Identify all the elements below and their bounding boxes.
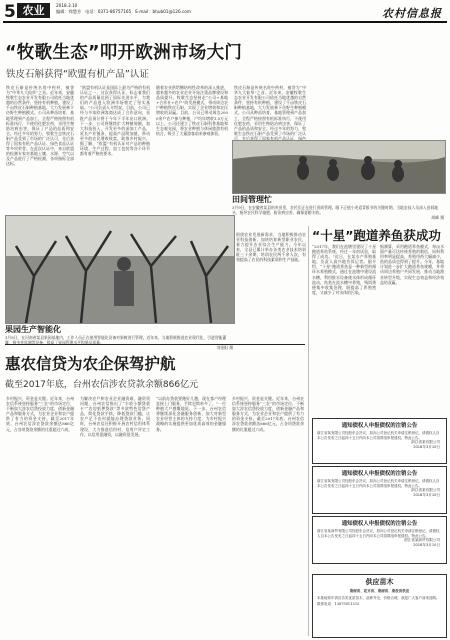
field-photo-image — [233, 141, 445, 193]
field-photo-credit: 胡峰 摄 — [431, 215, 444, 220]
supply-ad — [312, 574, 447, 638]
notice-2-title: 通知债权人申报债权的注销公告 — [341, 471, 418, 477]
lead-column-4: 铁皮石斛是传统名贵中药材，被誉为“中华九大仙草”之首。近年来，安徽牧歌生态农业开发有限公司依托当地优越的自然条件，坚持有机种植，建设了千亩铁皮石斛种植基地，大力发展林下仿野生种植模式。公司从种苗培育、基地管理到产品加工，全程严格按照有机标准执行，不使用化肥农药，采用生物防治病虫害，保证了产品的品质和安全。经过多年的努力，牧歌生态铁皮石斛产品受到了市场的广泛认可，先后获得了国家有机产品认证、绿色 — [234, 85, 306, 141]
finance-column-2: 为解决农户和农业企业融资难、融资贵问题，台州农信推出了“丰收小额贷款卡”“农房抵押贷款”等多款特色信贷产品，简化贷款手续，降低贷款门槛，让农户足不出村就能办理贷款业务。同时，台州农信还积极开展农村信用体系建设，大力推进信用村、信用户评定工作，以信用促融资，以融资促发展。 — [80, 396, 150, 437]
page-number: 5 — [4, 2, 16, 22]
section-label: 农业 — [22, 4, 45, 17]
field-photo-caption — [232, 194, 444, 220]
notice-3-date: 2018年3月10日 — [413, 543, 440, 548]
section-badge — [17, 3, 50, 18]
notice-2-date: 2018年3月10日 — [413, 493, 440, 498]
mid-column: 围绕农业发展新需求，当地积极推动农业科技创新，加快培育新型职业农民，着力提升农业综合生产能力。今年以来，全县已累计举办各类农业技术培训班三十余期，培训农民两千余人次，有效提高了农民的科技素质和生产技能。 — [236, 232, 306, 263]
special-column-2: 据测算，采用跑道养鱼模式，每亩水面产量可达传统养殖的数倍，饲料利用率明显提高，养殖用药大幅减少，鱼的品质也得到了提升。今年，基地计划进一步扩大跑道养鱼规模，并带动周边养殖户共同发展，推动当地渔业转型升级，实现生态效益和经济效益的双赢。 — [380, 244, 444, 285]
notice-3-sign: 浙江省某商贸有限公司 — [404, 538, 440, 543]
special-headline: “十星”跑道养鱼获成功 — [312, 228, 441, 243]
finance-column-4: 乡村振兴，资金是关键。近年来，台州农信系统坚持服务“三农”的市场定位，不断加大涉农信贷投放力度，创新金融产品和服务方式，为农业企业和农户提供了有力的资金支持。截至2017年底，台州农信涉农贷款余额达866亿元，占各项贷款余额的比重超过六成。 — [232, 396, 304, 432]
finance-column-3: “以前办贷款要跑好几趟，现在客户经理直接上门服务，手续也简单多了。”一位种植大户感慨地说。下一步，台州农信将继续深化金融服务创新，加大对新型农业经营主体的支持力度，为乡村振兴战略的实施提供更加优质高效的金融服务。 — [156, 396, 226, 432]
lead-subhead: 铁皮石斛获得“欧盟有机产品”认证 — [6, 69, 149, 80]
notice-3-title: 通知债权人申报债权的注销公告 — [341, 521, 418, 527]
orchard-photo-body: 3月8日，在河南省某县果园基地内，工作人员正在使用智能化设备对果树进行管理。近年来，当地积极推进农业现代化，引进智能灌溉、病虫害监测等设备，提高了果园管理水平和果品质量。 — [5, 335, 227, 345]
orchard-photo-credit: 刘金阳 摄 — [216, 345, 233, 350]
supply-tags: 桑树苗、花卉苗、桑树苗、桑枝苗供应 — [349, 589, 410, 593]
supply-title: 供应苗木 — [365, 578, 394, 586]
notice-1-title: 通知债权人申报债权的注销公告 — [341, 423, 418, 429]
notice-box-2 — [312, 466, 447, 514]
orchard-photo-image — [6, 216, 234, 323]
supply-body: 本基地常年供应各类优质苗木，品种齐全，价格合理，欢迎广大客户前来选购。 — [317, 595, 440, 600]
editor-label: 编辑：徐慧芳 — [56, 9, 82, 14]
notice-box-3 — [312, 516, 447, 564]
field-photo-body: 3月9日，在安徽省某县的麦田里，农民们正在进行田间管理。眼下正值小麦返青拔节的关键时期，当地农技人员深入田间地头，指导农民科学施肥、防治病虫害，确保夏粮丰收。 — [232, 205, 439, 215]
masthead-contacts — [56, 9, 191, 15]
notice-1-body: 浙江省某有限公司经股东会决议，拟向公司登记机关申请注销登记，请债权人自本公告发布之日起四十五日内向本公司清算组申报债权。特此公告。 — [317, 431, 440, 440]
field-photo-title: 田间管理忙 — [232, 195, 272, 204]
notice-2-body: 浙江省某有限公司经股东会决议，拟向公司登记机关申请注销登记，请债权人自本公告发布之日起四十五日内向本公司清算组申报债权。特此公告。 — [317, 479, 440, 488]
supply-contact: 联系电话：13875811333 — [317, 602, 359, 607]
notice-1-date: 2018年3月10日 — [413, 445, 440, 450]
phone-label: 电话：0371-86757165 — [85, 9, 132, 14]
special-column-1: “2017年，我们在池塘里建设了十星跑道养鱼系统，经过一年的试验，取得了成功。”近日，在某水产养殖基地，负责人高兴地告诉记者。据介绍，“十星”跑道养鱼是一种新型的循环水养殖模式，通过在池塘中建设流水槽，利用推水设备使水体形成循环流动，鱼类在流水槽中养殖，残饵粪便集中收集处理，既提高了养殖密度，又减少了对水体的污染。 — [312, 244, 376, 295]
field-work-photo — [232, 140, 446, 194]
masthead-meta — [56, 3, 191, 15]
orchard-photo — [5, 215, 235, 324]
issue-date: 2018.3.10 — [56, 3, 78, 8]
finance-headline: 惠农信贷为农企保驾护航 — [5, 355, 176, 373]
notice-1-sign: 浙江省某有限公司 — [411, 440, 440, 445]
notice-3-body: 浙江省某商贸有限公司经股东会决议，拟向公司登记机关申请注销登记，请债权人自本公告发布之日起四十五日内向本公司清算组申报债权。特此公告。 — [317, 529, 440, 538]
masthead — [0, 0, 450, 22]
finance-column-1: 乡村振兴，资金是关键。近年来，台州农信系统坚持服务“三农”的市场定位，不断加大涉农信贷投放力度，创新金融产品和服务方式，为农业企业和农户提供了有力的资金支持。截至2017年底，台州农信涉农贷款余额达866亿元，占各项贷款余额的比重超过六成。 — [6, 396, 74, 432]
paper-name: 农村信息报 — [382, 7, 442, 20]
email-label: E-mail：bhub01@126.com — [135, 9, 191, 14]
finance-subhead: 截至2017年底，台州农信涉农贷款余额866亿元 — [5, 380, 199, 390]
notice-box-1 — [312, 418, 447, 464]
masthead-rule — [3, 21, 447, 23]
notice-2-sign: 浙江省某有限公司 — [411, 488, 440, 493]
lead-headline: “牧歌生态”叩开欧洲市场大门 — [5, 43, 243, 63]
column-divider — [308, 226, 309, 636]
lead-column-1: 铁皮石斛是传统名贵中药材，被誉为“中华九大仙草”之首。近年来，安徽牧歌生态农业开发有限公司依托当地优越的自然条件，坚持有机种植，建设了千亩铁皮石斛种植基地，大力发展林下仿野生种植模式。公司从种苗培育、基地管理到产品加工，全程严格按照有机标准执行，不使用化肥农药，采用生物防治病虫害，保证了产品的品质和安全。经过多年的努力，牧歌生态铁皮石斛产品受到了市场的广泛认可，先后获得了国家有机产品认证、绿色食品认证等多项荣誉。在此次认证中，来自欧盟的检测专家对基地土壤、水源、空气以及产品进行了严格检测，各项指标全部达标。 — [6, 85, 74, 167]
lead-column-3: 随着农业供给侧结构性改革的深入推进，越来越多的农业企业开始注重品牌建设和品质提升。牧歌生态坚持走“公司+基地+合作社+农户”的发展模式，带动周边农户种植铁皮石斛，实现了企业增效和农民增收的双赢。目前，公司已带动周边2000余户农户参与种植，户均年增收1.5万元以上。公司还建立了铁皮石斛科普基地和生态观光园，将农业种植与休闲旅游有机结合，吸引了大量游客前来参观体验。 — [156, 85, 228, 136]
lead-column-2: “欧盟有机认证是国际上最为严格的有机认证之一，这次获得认证，标志着我们的产品质量达到了国际先进水平，为我们的产品进入欧洲市场奠定了坚实基础。”公司负责人介绍说。目前，公司已经与多家欧洲客商达成了合作意向，首批产品预计将于今年下半年出口欧洲。下一步，公司将继续扩大种植规模，加大科技投入，开发更多的深加工产品，延长产业链条，提高产品附加值，带动更多的农民增收致富，助推乡村振兴。据了解，“欧盟”有机认证对产品的种植环境、生产过程、加工包装等各个环节都有着严格的要求。 — [80, 85, 150, 157]
finance-rule — [5, 344, 305, 345]
orchard-photo-caption — [5, 324, 233, 350]
orchard-photo-title: 果园生产智能化 — [5, 325, 61, 334]
